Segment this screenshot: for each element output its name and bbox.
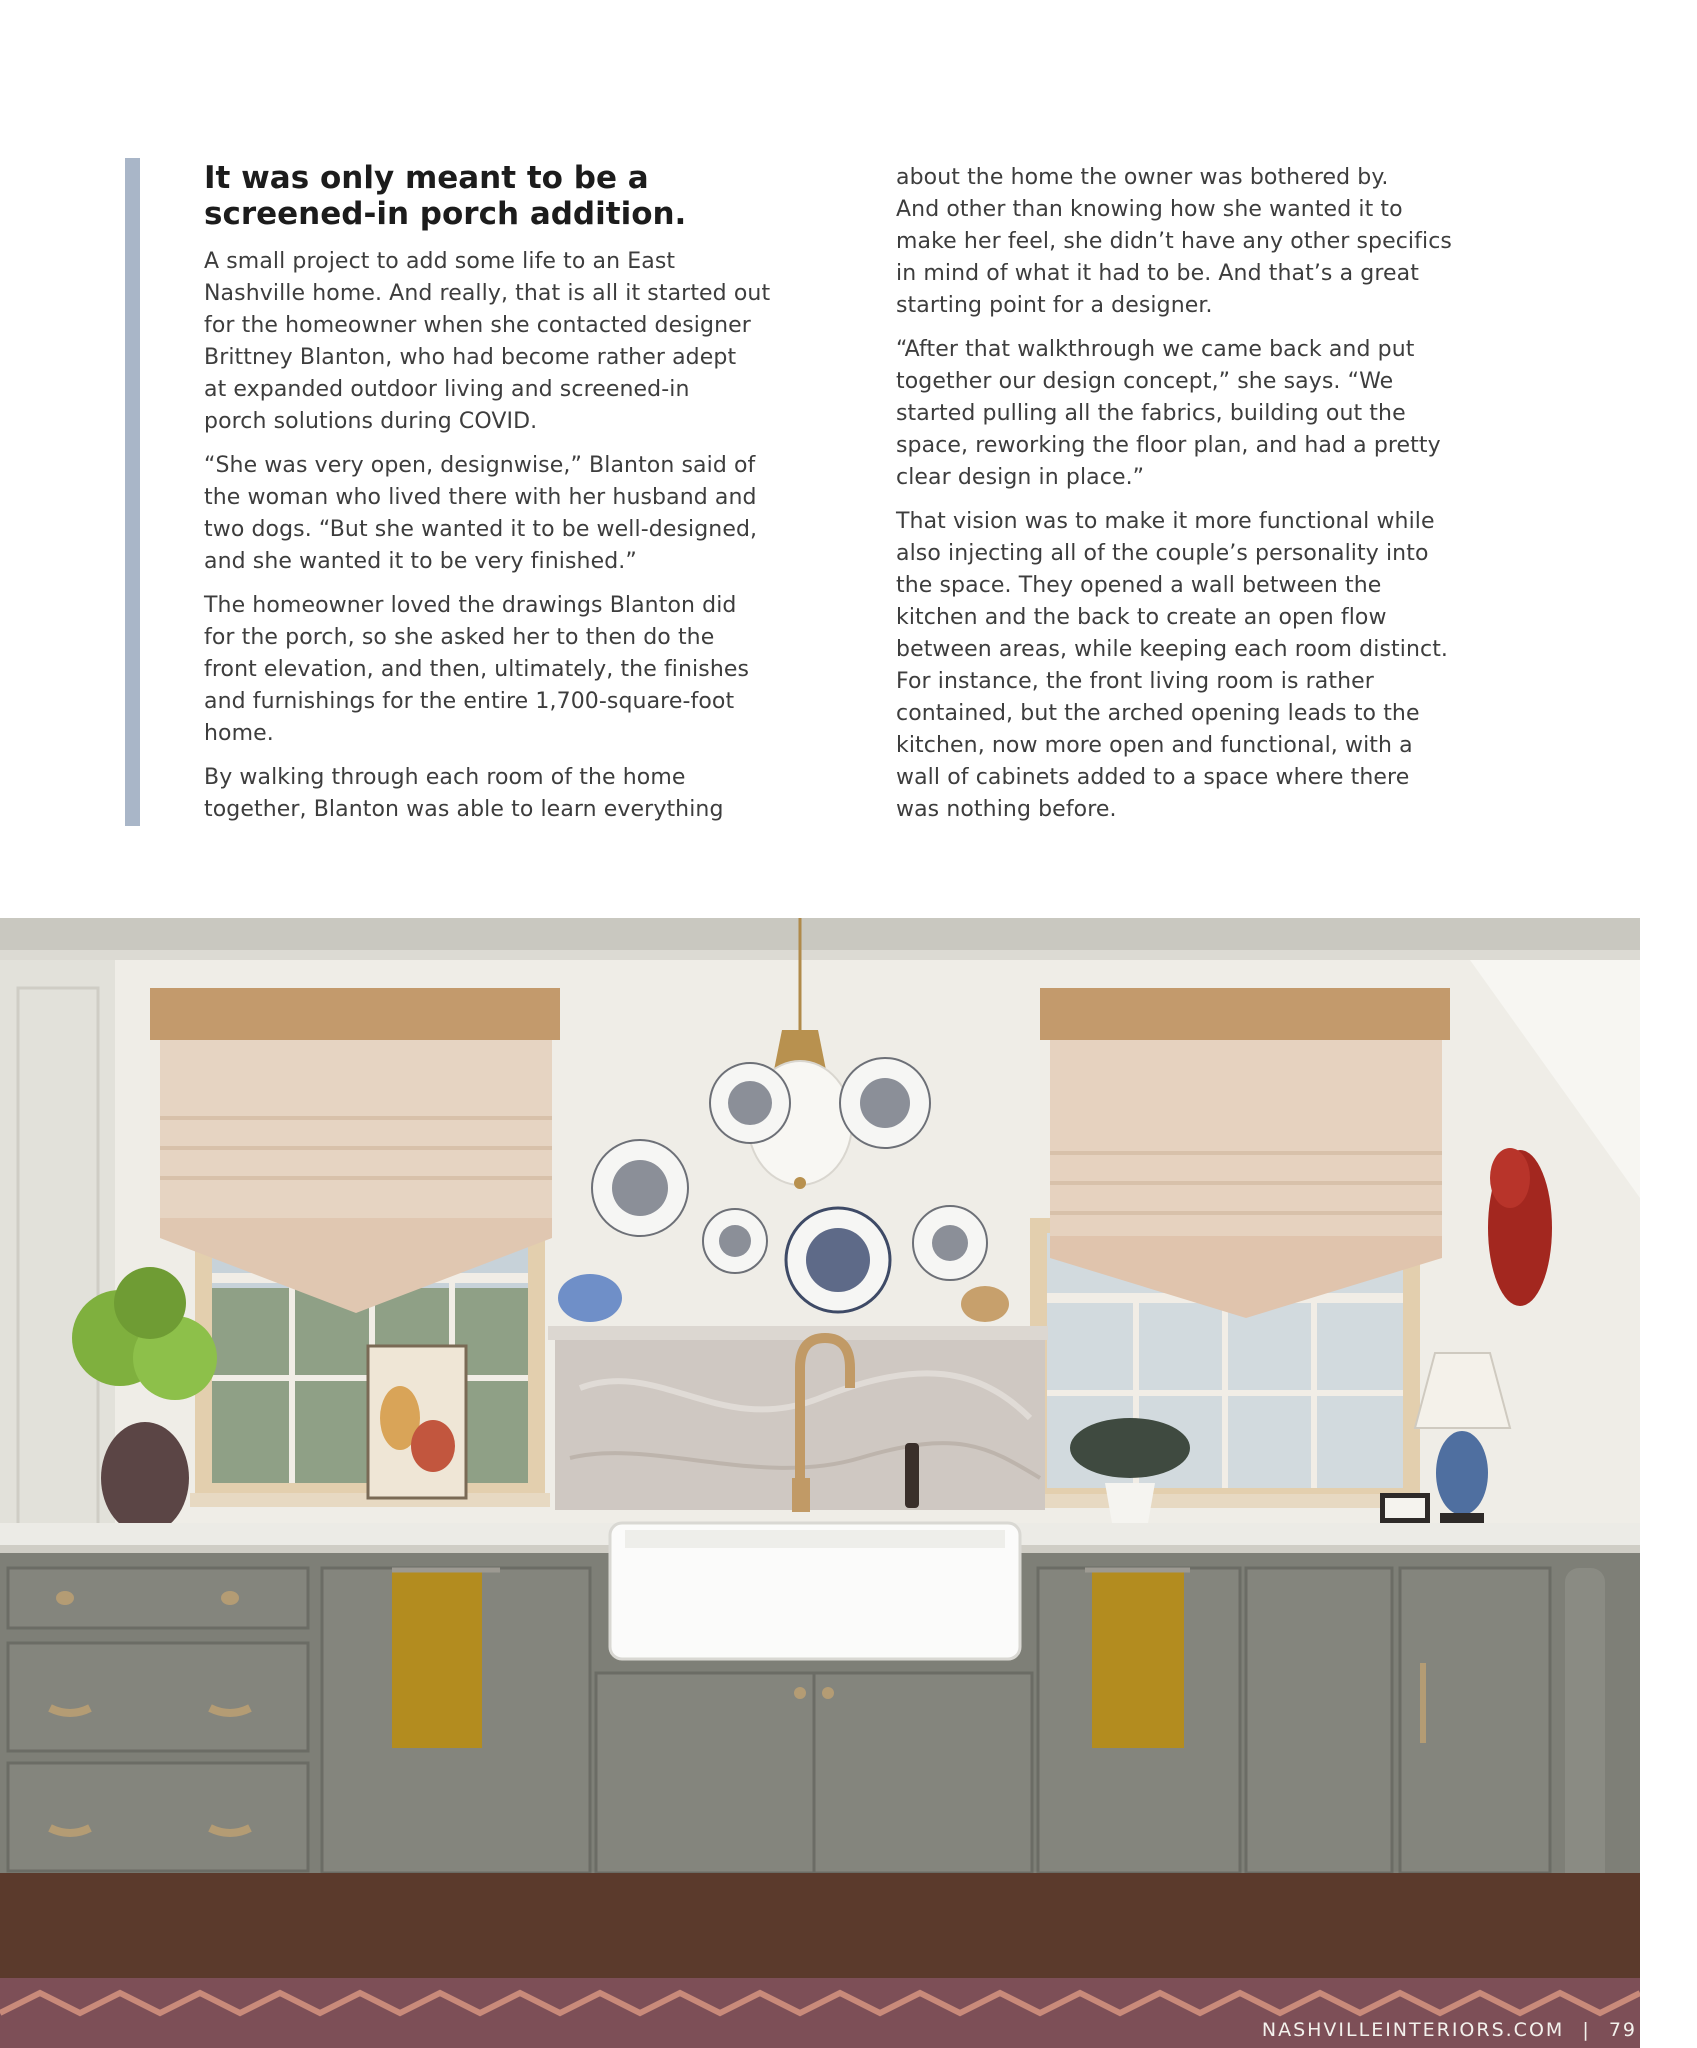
kitchen-photo xyxy=(0,918,1640,2048)
yellow-towel-left xyxy=(392,1568,482,1748)
paragraph: “She was very open, designwise,” Blanton said of the woman who lived there with her husband and two dogs. “But she wanted it to be well-designed, and she wanted it to be very finished.” xyxy=(204,453,758,574)
footer-site[interactable]: NASHVILLEINTERIORS.COM xyxy=(1261,2019,1565,2041)
kitchen-illustration xyxy=(0,918,1640,2048)
marble-shelf xyxy=(548,1326,1048,1340)
paragraph: “After that walkthrough we came back and put together our design concept,” she says. “We started pulling all the fabrics, building out the space, reworking the floor plan, and had a pretty clear design in place.” xyxy=(896,337,1441,490)
blue-teapot xyxy=(558,1274,622,1322)
page-number: 79 xyxy=(1608,2019,1637,2041)
paragraph: By walking through each room of the home together, Blanton was able to learn everything xyxy=(204,765,724,822)
farmhouse-sink xyxy=(610,1523,1020,1659)
article-column-left xyxy=(204,160,804,838)
paragraph: A small project to add some life to an East Nashville home. And really, that is all it started out for the homeowner when she contacted designer Brittney Blanton, who had become rather adept at expanded outdoor living and screened-in porch solutions during COVID. xyxy=(204,249,771,434)
yellow-towel-right xyxy=(1092,1568,1184,1748)
footer-separator: | xyxy=(1582,2019,1591,2041)
paragraph: That vision was to make it more functional while also injecting all of the couple’s personality into the space. They opened a wall between the kitchen and the back to create an open flow between areas, while keeping each room distinct. For instance, the front living room is rather contained, but the arched opening leads to the kitchen, now more open and functional, with a wall of cabinets added to a space where there was nothing before. xyxy=(896,509,1449,822)
brass-pot xyxy=(961,1286,1009,1322)
paragraph: about the home the owner was bothered by. And other than knowing how she wanted it to make her feel, she didn’t have any other specifics in mind of what it had to be. And that’s a great starting point for a designer. xyxy=(896,165,1452,318)
page-footer xyxy=(1252,2019,1637,2041)
accent-bar xyxy=(125,158,140,826)
soap-bottle xyxy=(905,1443,919,1508)
article-headline: It was only meant to be a screened-in porch addition. xyxy=(204,160,687,232)
right-roman-shade xyxy=(1040,988,1450,1318)
article-column-right xyxy=(896,162,1496,838)
paragraph: The homeowner loved the drawings Blanton did for the porch, so she asked her to then do the front elevation, and then, ultimately, the finishes and furnishings for the entire 1,700-square-foot home. xyxy=(204,593,750,746)
pear-painting xyxy=(368,1346,466,1498)
